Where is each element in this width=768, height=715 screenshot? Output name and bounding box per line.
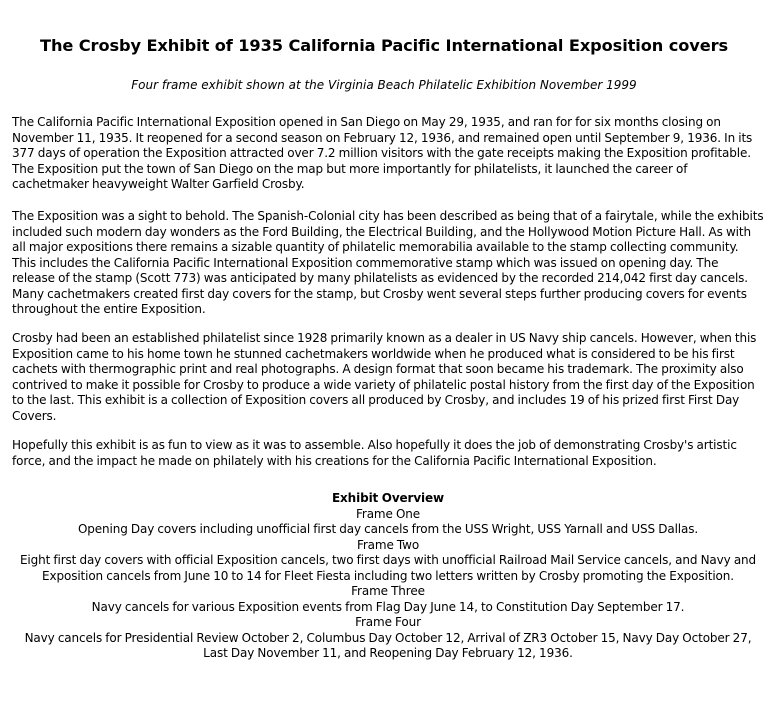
page-subtitle: Four frame exhibit shown at the Virginia Beach Philatelic Exhibition November 1999: [131, 78, 637, 92]
frame-three-description: Navy cancels for various Exposition events from Flag Day June 14, to Constitution Day September 17.: [91, 599, 685, 614]
frame-three-label: Frame Three: [351, 584, 425, 598]
frame-two-label: Frame Two: [356, 537, 420, 552]
frame-one-label: Frame One: [355, 506, 421, 521]
frame-two-description: Eight first day covers with official Exposition cancels, two first days with unofficial Railroad Mail Service cancels, and Navy and Exposition cancels from June 10 to 14 for Fleet Fiesta including two letters written by Crosby promoting the Exposition.: [19, 553, 757, 583]
frame-one-description: Opening Day covers including unofficial first day cancels from the USS Wright, USS Yarnall and USS Dallas.: [77, 522, 699, 536]
exhibit-overview: [12, 491, 764, 662]
paragraph-crosby: Crosby had been an established philatelist since 1928 primarily known as a dealer in US Navy ship cancels. However, when this Exposition came to his home town he stunned cachetmakers worldwide when he produced what is considered to be his first cachets with thermographic print and real photographs. A design format that soon became his trademark. The proximity also contrived to make it possible for Crosby to produce a wide variety of philatelic postal history from the first day of the Exposition to the last. This exhibit is a collection of Exposition covers all produced by Crosby, and includes 19 of his prized first First Day Covers.: [12, 331, 757, 423]
page-title: The Crosby Exhibit of 1935 California Pacific International Exposition covers: [40, 36, 728, 55]
paragraph-closing: Hopefully this exhibit is as fun to view as it was to assemble. Also hopefully it does the job of demonstrating Crosby's artistic force, and the impact he made on philately with his creations for the California Pacific International Exposition.: [12, 438, 737, 468]
frame-four-label: Frame Four: [355, 615, 421, 629]
frame-four-description: Navy cancels for Presidential Review October 2, Columbus Day October 12, Arrival of ZR3 October 15, Navy Day October 27, Last Day November 11, and Reopening Day February 12, 1936.: [24, 630, 752, 660]
paragraph-intro: The California Pacific International Exposition opened in San Diego on May 29, 1935, and ran for for six months closing on November 11, 1935. It reopened for a second season on February 12, 1936, and remained open until September 9, 1936. In its 377 days of operation the Exposition attracted over 7.2 million visitors with the gate receipts making the Exposition profitable. The Exposition put the town of San Diego on the map but more importantly for philatelists, it launched the career of cachetmaker heavyweight Walter Garfield Crosby.: [12, 115, 753, 191]
paragraph-exposition: The Exposition was a sight to behold. The Spanish-Colonial city has been described as being that of a fairytale, while the exhibits included such modern day wonders as the Ford Building, the Electrical Building, and the Hollywood Motion Picture Hall. As with all major expositions there remains a sizable quantity of philatelic memorabilia available to the stamp collecting community. This includes the California Pacific International Exposition commemorative stamp which was issued on opening day. The release of the stamp (Scott 773) was anticipated by many philatelists as evidenced by the recorded 214,042 first day cancels. Many cachetmakers created first day covers for the stamp, but Crosby went several steps further producing covers for events throughout the entire Exposition.: [12, 209, 764, 316]
overview-heading: Exhibit Overview: [331, 491, 445, 505]
